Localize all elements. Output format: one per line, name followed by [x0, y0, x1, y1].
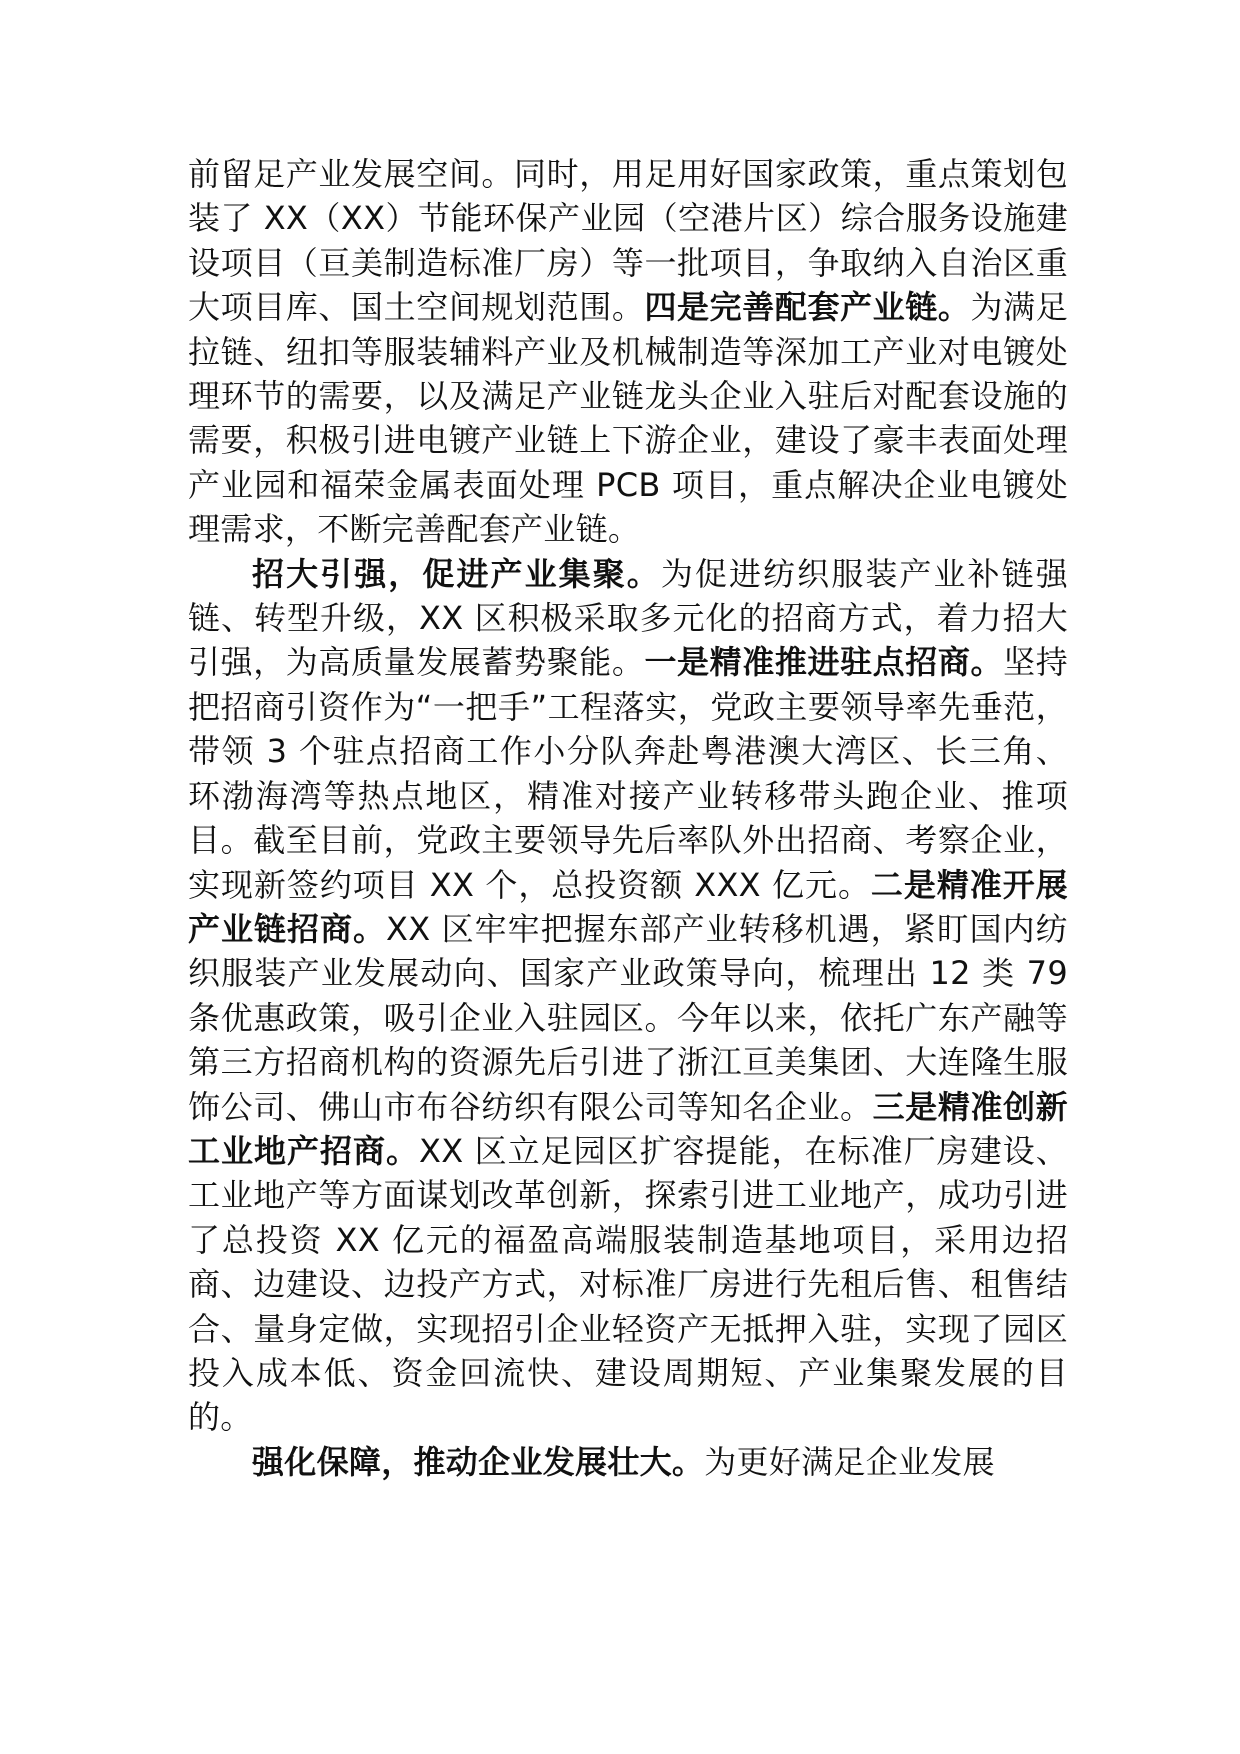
paragraph-2: [188, 552, 1068, 1440]
paragraph-1: [188, 152, 1068, 552]
paragraph-3-title: 强化保障，推动企业发展壮大。: [252, 1442, 705, 1481]
paragraph-2-text-one: 坚持把招商引资作为“一把手”工程落实，党政主要领导率先垂范，带领 3 个驻点招商工作小分队奔赴粤港澳大湾区、长三角、环渤海湾等热点地区，精准对接产业转移带头跑企业、推项目。截至目前，党政主要领导先后率队外出招商、考察企业，实现新签约项目 XX 个，总投资额 XXX 亿元。: [188, 643, 1068, 904]
paragraph-1-text-cont: 为满足拉链、纽扣等服装辅料产业及机械制造等深加工产业对电镀处理环节的需要，以及满足产业链龙头企业入驻后对配套设施的需要，积极引进电镀产业链上下游企业，建设了豪丰表面处理产业园和福荣金属表面处理 PCB 项目，重点解决企业电镀处理需求，不断完善配套产业链。: [188, 288, 1068, 549]
paragraph-2-title: 招大引强，促进产业集聚。: [252, 554, 661, 593]
paragraph-3-text: 为更好满足企业发展: [704, 1442, 995, 1481]
paragraph-2-heading-one: 一是精准推进驻点招商。: [644, 643, 1004, 682]
paragraph-2-text-three: XX 区立足园区扩容提能，在标准厂房建设、工业地产等方面谋划改革创新，探索引进工业地产，成功引进了总投资 XX 亿元的福盈高端服装制造基地项目，采用边招商、边建设、边投产方式，对标准厂房进行先租后售、租售结合、量身定做，实现招引企业轻资产无抵押入驻，实现了园区投入成本低、资金回流快、建设周期短、产业集聚发展的目的。: [188, 1131, 1068, 1437]
document-body: [188, 152, 1068, 1484]
paragraph-1-heading-four: 四是完善配套产业链。: [644, 288, 971, 327]
paragraph-2-text-intro: 为促进纺织服装产业补链强链、转型升级，XX 区积极采取多元化的招商方式，着力招大引强，为高质量发展蓄势聚能。: [188, 554, 1068, 682]
paragraph-2-heading-two: 二是精准开展产业链招商。: [188, 865, 1068, 948]
paragraph-2-text-two: XX 区牢牢把握东部产业转移机遇，紧盯国内纺织服装产业发展动向、国家产业政策导向，梳理出 12 类 79 条优惠政策，吸引企业入驻园区。今年以来，依托广东产融等第三方招商机构的资源先后引进了浙江亘美集团、大连隆生服饰公司、佛山市布谷纺织有限公司等知名企业。: [188, 909, 1068, 1126]
paragraph-1-text: 前留足产业发展空间。同时，用足用好国家政策，重点策划包装了 XX（XX）节能环保产业园（空港片区）综合服务设施建设项目（亘美制造标准厂房）等一批项目，争取纳入自治区重大项目库、国土空间规划范围。: [188, 155, 1068, 327]
paragraph-2-heading-three: 三是精准创新工业地产招商。: [188, 1087, 1068, 1170]
paragraph-3: [188, 1440, 1068, 1484]
